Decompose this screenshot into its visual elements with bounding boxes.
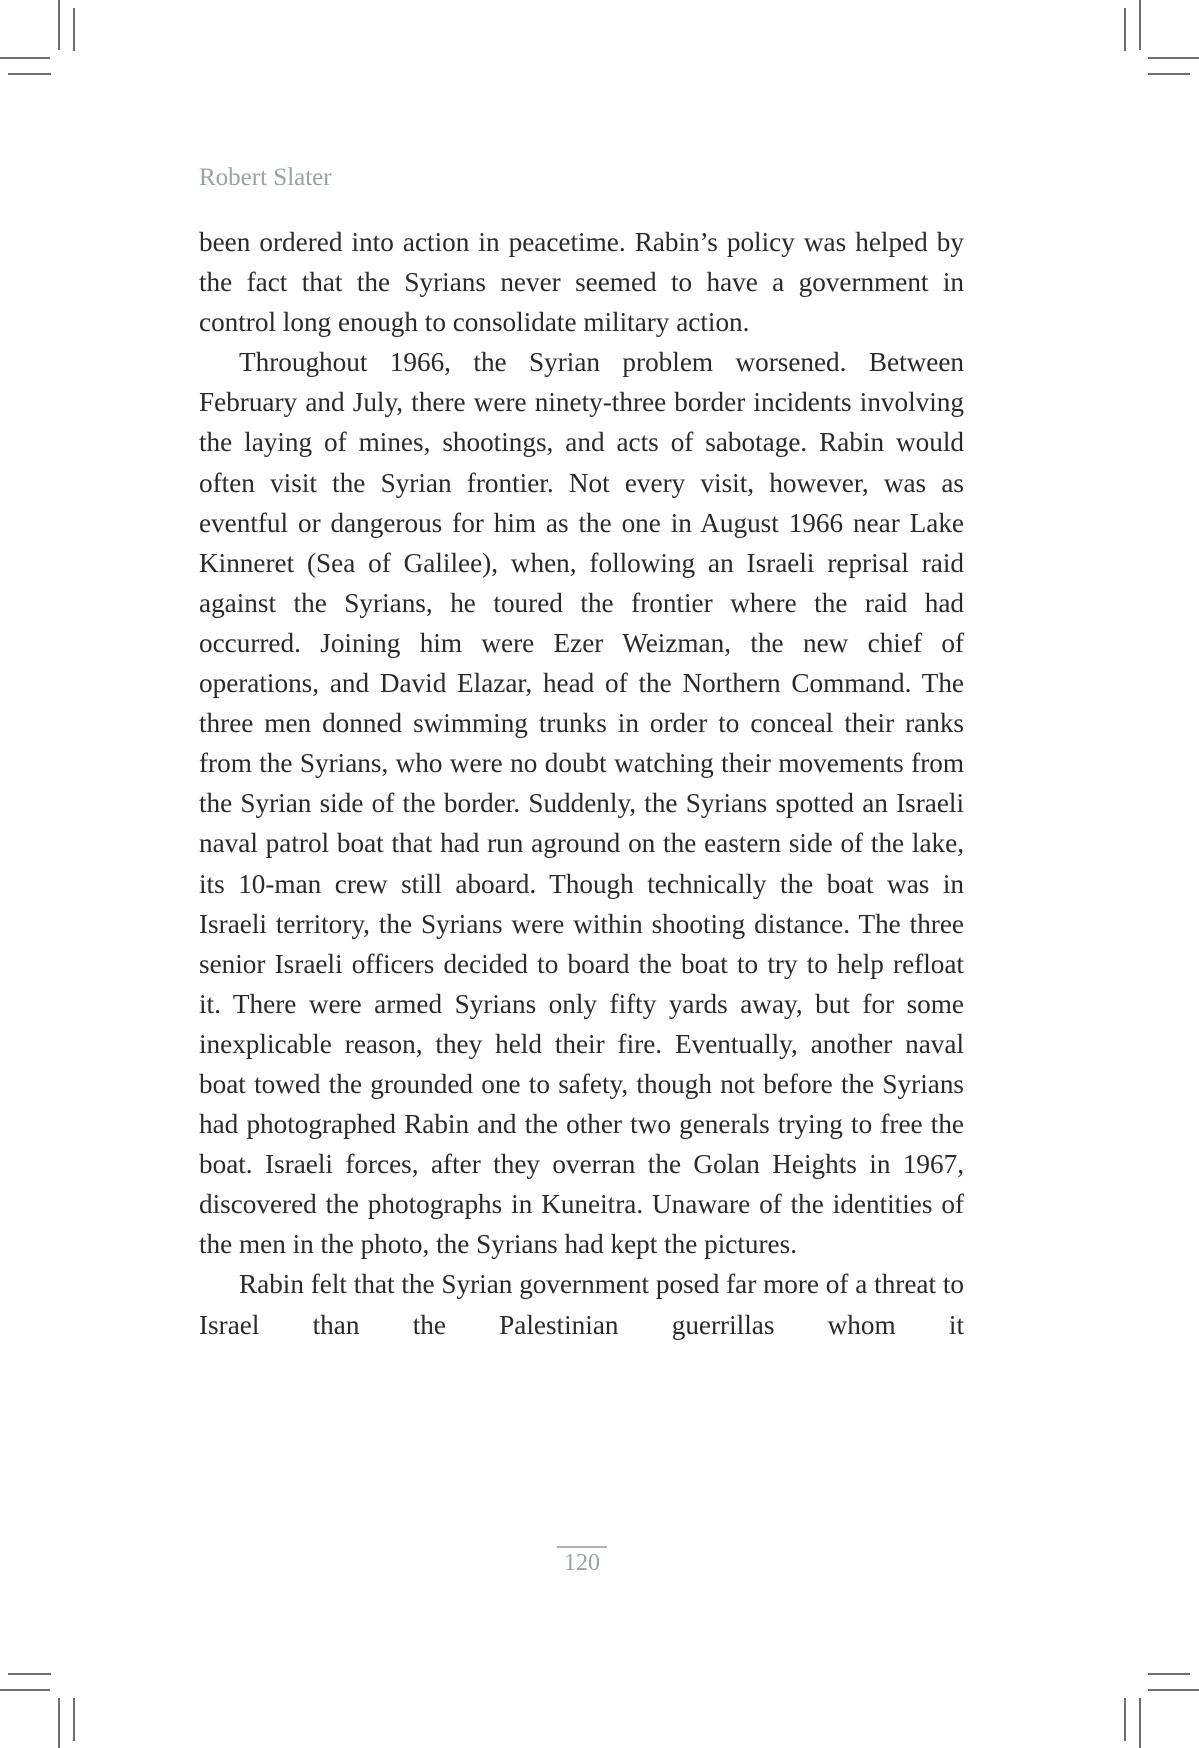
crop-mark	[1139, 0, 1141, 50]
running-head: Robert Slater	[199, 164, 332, 191]
crop-mark	[1124, 8, 1126, 51]
crop-mark	[1148, 1689, 1199, 1691]
crop-mark	[8, 73, 51, 75]
crop-mark	[0, 57, 50, 59]
crop-mark	[1124, 1698, 1126, 1741]
crop-mark	[0, 1689, 50, 1691]
crop-mark	[58, 0, 60, 50]
crop-mark	[1148, 57, 1199, 59]
page-number: 120	[557, 1546, 607, 1577]
crop-mark	[1148, 73, 1190, 75]
crop-mark	[58, 1698, 60, 1748]
paragraph: Rabin felt that the Syrian government posed far more of a threat to Israel than the Palestinian guerrillas whom it	[199, 1269, 964, 1340]
crop-mark	[1139, 1698, 1141, 1748]
crop-mark	[73, 8, 75, 51]
crop-mark	[1148, 1673, 1190, 1675]
body-text	[199, 222, 964, 1345]
paragraph: been ordered into action in peacetime. Rabin’s policy was helped by the fact that the Syrians never seemed to have a government in control long enough to consolidate military action.	[199, 227, 964, 338]
crop-mark	[73, 1698, 75, 1741]
crop-mark	[8, 1673, 51, 1675]
paragraph: Throughout 1966, the Syrian problem worsened. Between February and July, there were ninety-three border incidents involving the laying of mines, shootings, and acts of sabotage. Rabin would often visit the Syrian frontier. Not every visit, however, was as eventful or dangerous for him as the one in August 1966 near Lake Kinneret (Sea of Galilee), when, following an Israeli reprisal raid against the Syrians, he toured the frontier where the raid had occurred. Joining him were Ezer Weizman, the new chief of operations, and David Elazar, head of the Northern Command. The three men donned swimming trunks in order to conceal their ranks from the Syrians, who were no doubt watching their movements from the Syrian side of the border. Suddenly, the Syrians spotted an Israeli naval patrol boat that had run aground on the eastern side of the lake, its 10-man crew still aboard. Though technically the boat was in Israeli territory, the Syrians were within shooting distance. The three senior Israeli officers decided to board the boat to try to help refloat it. There were armed Syrians only fifty yards away, but for some inexplicable reason, they held their fire. Eventually, another naval boat towed the grounded one to safety, though not before the Syrians had photographed Rabin and the other two generals trying to free the boat. Israeli forces, after they overran the Golan Heights in 1967, discovered the photographs in Kuneitra. Unaware of the identities of the men in the photo, the Syrians had kept the pictures.	[199, 347, 964, 1260]
